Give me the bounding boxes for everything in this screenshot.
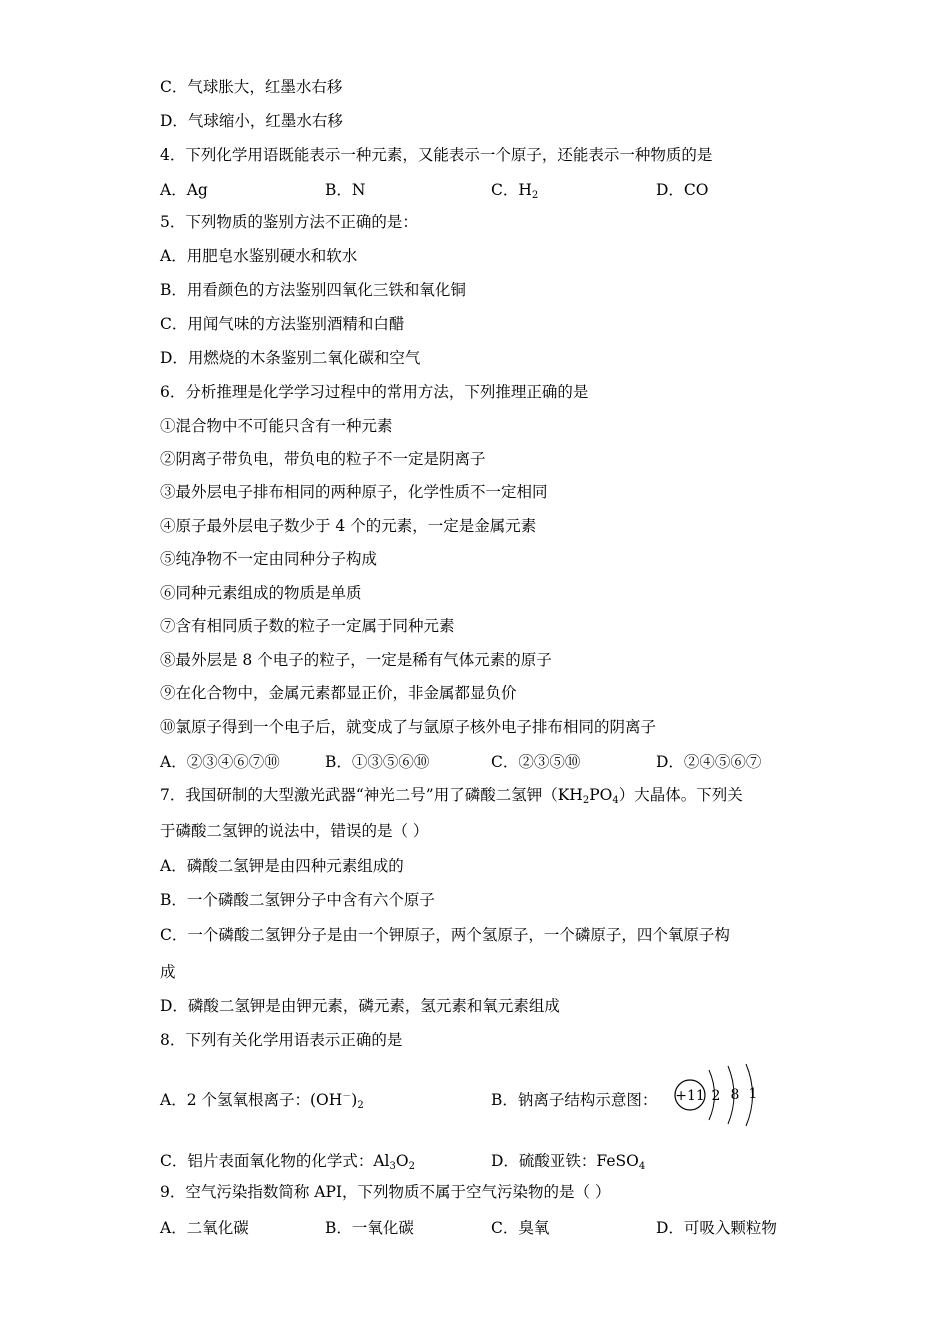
sodium-atom-structure-diagram xyxy=(672,1060,768,1130)
q5-option-a: A．用肥皂水鉴别硬水和软水 xyxy=(160,247,358,265)
q6-statement-8: ⑧最外层是 8 个电子的粒子，一定是稀有气体元素的原子 xyxy=(160,651,552,669)
q8-option-a-subscript: 2 xyxy=(357,1100,364,1111)
q4-option-c xyxy=(491,178,538,200)
q6-option-c: C．②③⑤⑩ xyxy=(491,753,581,771)
q5-option-b: B．用看颜色的方法鉴别四氧化三铁和氧化铜 xyxy=(160,281,466,299)
q7-stem-line2: 于磷酸二氢钾的说法中，错误的是（ ） xyxy=(160,822,429,840)
q7-option-c-line1: C．一个磷酸二氢钾分子是由一个钾原子，两个氢原子，一个磷原子，四个氧原子构 xyxy=(160,926,730,944)
q8-option-d-text: D．硫酸亚铁：FeSO xyxy=(491,1152,639,1170)
q5-stem: 5．下列物质的鉴别方法不正确的是： xyxy=(160,213,418,231)
q6-option-d: D．②④⑤⑥⑦ xyxy=(656,753,762,771)
q6-statement-2: ②阴离子带负电，带负电的粒子不一定是阴离子 xyxy=(160,450,486,468)
q6-statement-6: ⑥同种元素组成的物质是单质 xyxy=(160,584,362,602)
q6-statement-5: ⑤纯净物不一定由同种分子构成 xyxy=(160,550,378,568)
shell-2-electrons: 8 xyxy=(730,1087,740,1103)
q7-stem-text-1: 7．我国研制的大型激光武器“神光二号”用了磷酸二氢钾（KH xyxy=(160,786,583,804)
q8-option-c-subscript-2: 2 xyxy=(408,1161,415,1172)
q8-option-a-paren: ) xyxy=(351,1091,358,1109)
q9-option-b: B．一氧化碳 xyxy=(325,1219,414,1237)
q6-option-a: A．②③④⑥⑦⑩ xyxy=(160,753,280,771)
q8-option-a-charge: － xyxy=(342,1092,352,1102)
q7-stem-subscript-1: 2 xyxy=(582,795,590,806)
q8-option-d xyxy=(491,1149,645,1171)
q3-option-d: D．气球缩小，红墨水右移 xyxy=(160,112,343,130)
q5-option-d: D．用燃烧的木条鉴别二氧化碳和空气 xyxy=(160,349,421,367)
shell-3-electrons: 1 xyxy=(748,1086,758,1102)
q8-option-b: B．钠离子结构示意图： xyxy=(491,1091,658,1109)
q8-option-c-subscript-1: 3 xyxy=(389,1161,396,1172)
q7-stem-text-2: PO xyxy=(589,786,613,804)
q4-option-c-text: C．H xyxy=(491,181,532,199)
q4-option-a: A．Ag xyxy=(160,181,208,199)
q6-statement-7: ⑦含有相同质子数的粒子一定属于同种元素 xyxy=(160,617,455,635)
q4-option-b: B．N xyxy=(325,181,366,199)
q8-option-c xyxy=(160,1149,415,1171)
q8-option-d-subscript: 4 xyxy=(638,1161,646,1172)
q9-option-d: D．可吸入颗粒物 xyxy=(656,1219,777,1237)
q6-statement-1: ①混合物中不可能只含有一种元素 xyxy=(160,417,393,435)
q7-option-a: A．磷酸二氢钾是由四种元素组成的 xyxy=(160,857,404,875)
q4-option-c-subscript: 2 xyxy=(531,190,539,201)
q8-stem: 8．下列有关化学用语表示正确的是 xyxy=(160,1031,403,1049)
q8-option-a-text: A．2 个氢氧根离子：(OH xyxy=(160,1091,343,1109)
q9-option-a: A．二氧化碳 xyxy=(160,1219,249,1237)
q6-statement-9: ⑨在化合物中，金属元素都显正价，非金属都显负价 xyxy=(160,684,517,702)
atom-diagram-svg xyxy=(672,1060,768,1130)
q4-stem: 4．下列化学用语既能表示一种元素，又能表示一个原子，还能表示一种物质的是 xyxy=(160,146,713,164)
q9-option-c: C．臭氧 xyxy=(491,1219,550,1237)
q7-option-c-line2: 成 xyxy=(160,963,176,981)
q7-stem-text-3: ）大晶体。下列关 xyxy=(618,786,743,804)
nucleus-charge: +11 xyxy=(675,1088,705,1104)
q8-option-c-oxygen: O xyxy=(395,1152,409,1170)
q4-option-d: D．CO xyxy=(656,181,709,199)
q8-option-c-text: C．铝片表面氧化物的化学式：Al xyxy=(160,1152,390,1170)
q7-option-b: B．一个磷酸二氢钾分子中含有六个原子 xyxy=(160,891,435,909)
q8-option-a xyxy=(160,1088,364,1110)
q7-stem-line1 xyxy=(160,785,743,805)
q6-statement-10: ⑩氯原子得到一个电子后，就变成了与氩原子核外电子排布相同的阴离子 xyxy=(160,718,657,736)
q6-statement-3: ③最外层电子排布相同的两种原子，化学性质不一定相同 xyxy=(160,483,548,501)
q3-option-c: C．气球胀大，红墨水右移 xyxy=(160,78,343,96)
shell-1-electrons: 2 xyxy=(711,1088,721,1104)
q6-statement-4: ④原子最外层电子数少于 4 个的元素，一定是金属元素 xyxy=(160,517,537,535)
q9-stem: 9．空气污染指数简称 API，下列物质不属于空气污染物的是（ ） xyxy=(160,1183,611,1201)
q6-option-b: B．①③⑤⑥⑩ xyxy=(325,753,430,771)
q5-option-c: C．用闻气味的方法鉴别酒精和白醋 xyxy=(160,315,405,333)
q7-stem-subscript-2: 4 xyxy=(612,795,619,806)
q6-stem: 6．分析推理是化学学习过程中的常用方法，下列推理正确的是 xyxy=(160,383,589,401)
q7-option-d: D．磷酸二氢钾是由钾元素，磷元素，氢元素和氧元素组成 xyxy=(160,997,560,1015)
